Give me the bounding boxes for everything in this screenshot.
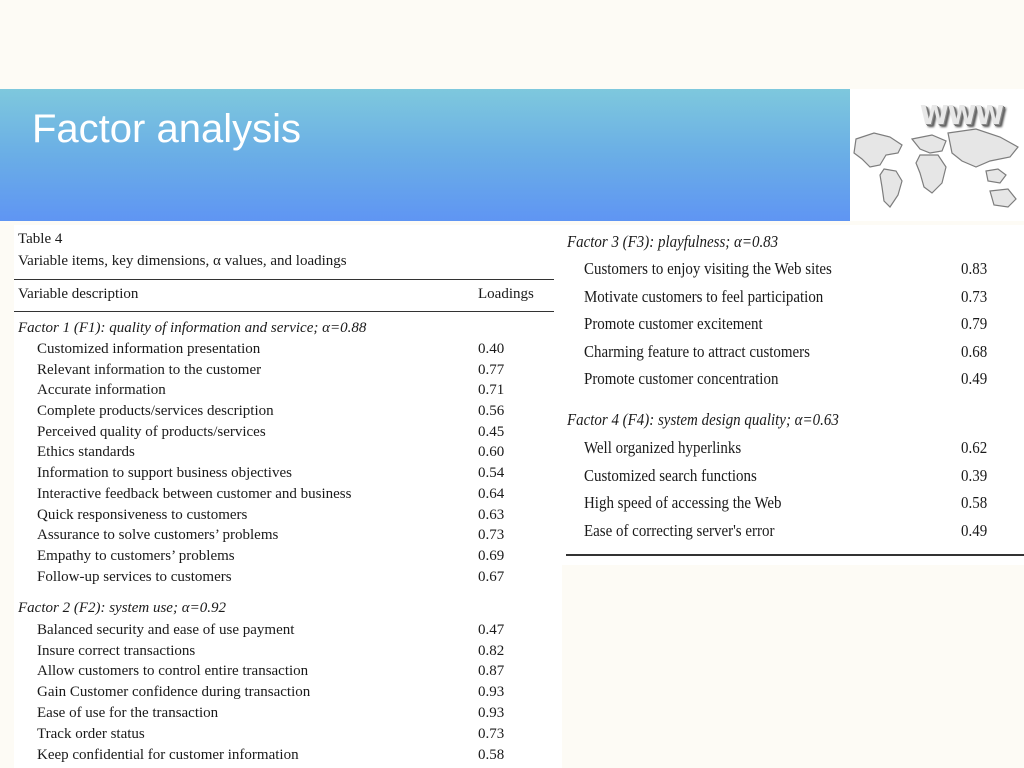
- item-loading: 0.93: [478, 705, 505, 721]
- table-row: [584, 369, 1024, 393]
- item-description: Follow-up services to customers: [37, 569, 232, 585]
- table-top-rule: [14, 279, 554, 280]
- item-description: Keep confidential for customer information: [37, 747, 299, 763]
- item-description: Assurance to solve customers’ problems: [37, 527, 279, 543]
- item-description: Interactive feedback between customer and business: [37, 486, 352, 502]
- factor-2-heading: Factor 2 (F2): system use; α=0.92: [18, 600, 226, 616]
- item-loading: 0.54: [478, 465, 505, 481]
- item-description: Track order status: [37, 726, 145, 742]
- table-row: [37, 341, 557, 361]
- item-loading: 0.58: [961, 493, 988, 512]
- table-row: [37, 569, 557, 589]
- table-row: [584, 314, 1024, 338]
- item-description: Customers to enjoy visiting the Web sites: [584, 259, 832, 278]
- table-row: [37, 382, 557, 402]
- item-loading: 0.82: [478, 643, 505, 659]
- item-loading: 0.79: [961, 314, 988, 333]
- item-loading: 0.77: [478, 362, 505, 378]
- item-loading: 0.58: [478, 747, 505, 763]
- item-loading: 0.67: [478, 569, 505, 585]
- item-description: Promote customer excitement: [584, 314, 763, 333]
- item-description: Quick responsiveness to customers: [37, 507, 248, 523]
- item-description: Information to support business objectives: [37, 465, 292, 481]
- factor-1-heading: Factor 1 (F1): quality of information and service; α=0.88: [18, 320, 367, 336]
- table-row: [37, 684, 557, 704]
- item-loading: 0.56: [478, 403, 505, 419]
- slide-title: Factor analysis: [32, 107, 301, 151]
- title-bar: [0, 89, 850, 221]
- table-row: [584, 438, 1024, 462]
- item-description: Ease of correcting server's error: [584, 521, 775, 540]
- table-caption: Variable items, key dimensions, α values, and loadings: [18, 253, 347, 269]
- item-loading: 0.40: [478, 341, 505, 357]
- table-row: [584, 466, 1024, 490]
- item-loading: 0.87: [478, 663, 505, 679]
- item-loading: 0.45: [478, 424, 505, 440]
- table-row: [584, 259, 1024, 283]
- item-loading: 0.71: [478, 382, 505, 398]
- item-loading: 0.63: [478, 507, 505, 523]
- item-loading: 0.49: [961, 369, 988, 388]
- table-row: [584, 342, 1024, 366]
- item-loading: 0.49: [961, 521, 988, 540]
- item-loading: 0.83: [961, 259, 988, 278]
- item-description: Promote customer concentration: [584, 369, 779, 388]
- header-rule: [14, 311, 554, 312]
- table-row: [584, 493, 1024, 517]
- item-description: Empathy to customers’ problems: [37, 548, 235, 564]
- table-row: [37, 622, 557, 642]
- table-row: [584, 287, 1024, 311]
- table-row: [37, 726, 557, 746]
- item-description: High speed of accessing the Web: [584, 493, 782, 512]
- item-description: Complete products/services description: [37, 403, 274, 419]
- table-row: [37, 548, 557, 568]
- item-description: Charming feature to attract customers: [584, 342, 810, 361]
- item-description: Balanced security and ease of use payment: [37, 622, 295, 638]
- www-globe-logo: [850, 89, 1024, 221]
- item-loading: 0.93: [478, 684, 505, 700]
- factor-3-heading: Factor 3 (F3): playfulness; α=0.83: [567, 232, 779, 251]
- table-row: [37, 747, 557, 767]
- table-row: [37, 486, 557, 506]
- table-bottom-rule: [566, 554, 1024, 556]
- loadings-table-right: [562, 225, 1024, 565]
- item-description: Well organized hyperlinks: [584, 438, 742, 457]
- column-header-description: Variable description: [18, 286, 139, 302]
- table-row: [37, 527, 557, 547]
- table-row: [37, 424, 557, 444]
- table-row: [584, 521, 1024, 545]
- table-row: [37, 705, 557, 725]
- column-header-loadings: Loadings: [478, 286, 534, 302]
- item-description: Perceived quality of products/services: [37, 424, 266, 440]
- item-description: Gain Customer confidence during transaction: [37, 684, 311, 700]
- item-description: Ease of use for the transaction: [37, 705, 219, 721]
- item-description: Motivate customers to feel participation: [584, 287, 824, 306]
- factor-4-heading: Factor 4 (F4): system design quality; α=0.63: [567, 410, 839, 429]
- item-loading: 0.73: [478, 726, 505, 742]
- item-loading: 0.73: [961, 287, 988, 306]
- item-loading: 0.60: [478, 444, 505, 460]
- table-row: [37, 444, 557, 464]
- item-loading: 0.68: [961, 342, 988, 361]
- item-loading: 0.47: [478, 622, 505, 638]
- item-loading: 0.69: [478, 548, 505, 564]
- item-loading: 0.62: [961, 438, 988, 457]
- www-logo-text: WWW: [920, 101, 1004, 131]
- item-description: Customized information presentation: [37, 341, 261, 357]
- item-description: Allow customers to control entire transaction: [37, 663, 309, 679]
- table-number: Table 4: [18, 231, 63, 247]
- item-description: Ethics standards: [37, 444, 135, 460]
- loadings-table-left: [14, 225, 562, 768]
- item-description: Relevant information to the customer: [37, 362, 262, 378]
- table-row: [37, 643, 557, 663]
- item-description: Accurate information: [37, 382, 166, 398]
- item-description: Insure correct transactions: [37, 643, 196, 659]
- item-loading: 0.64: [478, 486, 505, 502]
- item-description: Customized search functions: [584, 466, 757, 485]
- item-loading: 0.39: [961, 466, 988, 485]
- item-loading: 0.73: [478, 527, 505, 543]
- table-row: [37, 663, 557, 683]
- table-row: [37, 403, 557, 423]
- table-row: [37, 507, 557, 527]
- table-row: [37, 465, 557, 485]
- table-row: [37, 362, 557, 382]
